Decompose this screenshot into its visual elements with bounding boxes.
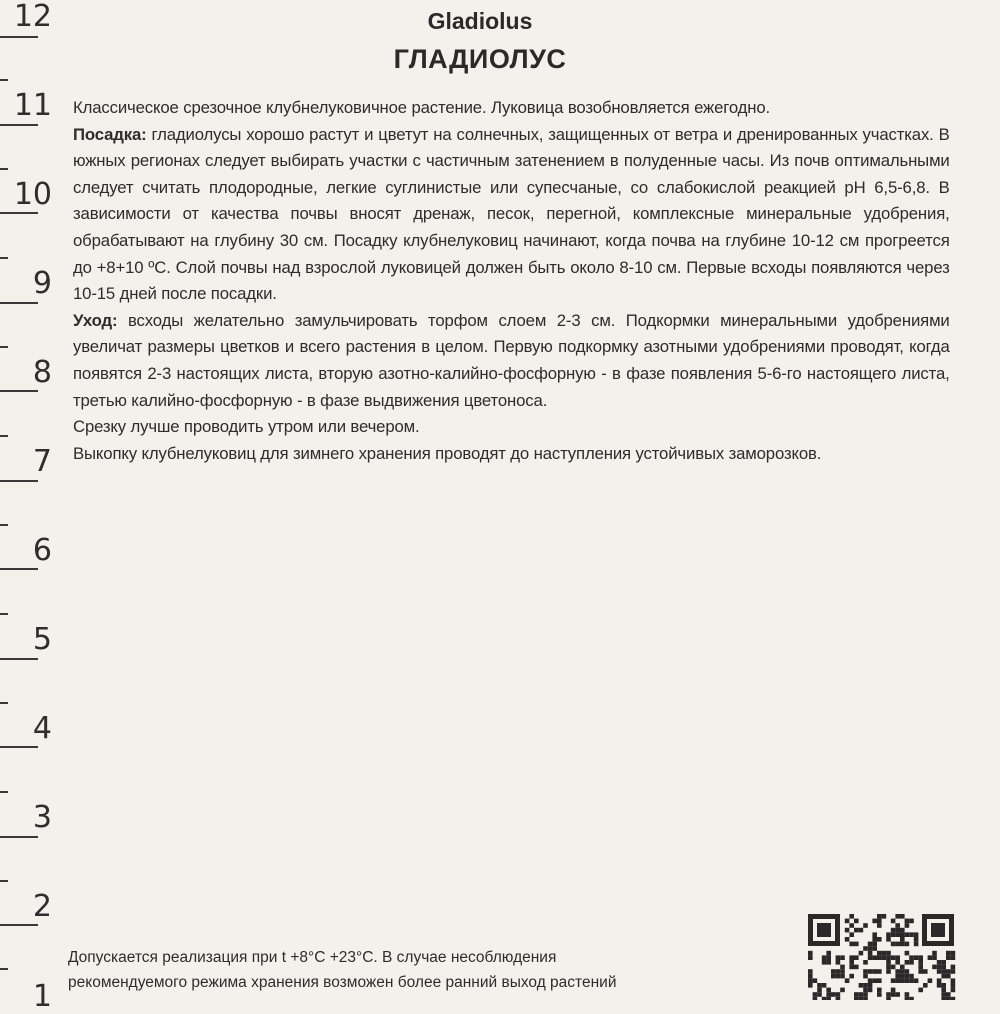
title-russian: ГЛАДИОЛУС	[393, 44, 567, 74]
ruler-tick	[0, 524, 8, 526]
ruler-mark	[0, 302, 38, 304]
ruler-label: 8	[32, 355, 52, 390]
ruler-mark	[0, 658, 38, 660]
storage-line-1: Допускается реализация при t +8°С +23°С. В случае несоблюдения	[68, 949, 557, 966]
storage-note	[68, 945, 768, 995]
intro-paragraph: Классическое срезочное клубнелуковичное растение. Луковица возобновляется ежегодно.	[73, 98, 771, 117]
ruler-label: 6	[32, 533, 52, 568]
ruler-label: 4	[32, 711, 52, 746]
cutting-paragraph: Срезку лучше проводить утром или вечером.	[73, 417, 420, 437]
digging-paragraph: Выкопку клубнелуковиц для зимнего хранения проводят до наступления устойчивых заморозков.	[73, 443, 822, 463]
storage-line-2: рекомендуемого режима хранения возможен более ранний выход растений	[68, 974, 617, 991]
qr-code	[806, 912, 956, 1000]
ruler-mark	[0, 36, 38, 38]
ruler-label: 11	[13, 88, 52, 123]
ruler-label: 12	[13, 0, 52, 34]
ruler-tick	[0, 791, 8, 793]
care-paragraph	[73, 308, 950, 414]
qr-code-graphic	[806, 912, 956, 1000]
description-block	[73, 95, 950, 467]
ruler-tick	[0, 257, 8, 259]
ruler-tick	[0, 880, 8, 882]
planting-text: гладиолусы хорошо растут и цветут на солнечных, защищенных от ветра и дренированных участках. В южных регионах следует выбирать участки с частичным затенением в полуденные часы. Из почв оптимальными следует считать плодородные, легкие суглинистые или супесчаные, со слабокислой реакцией pH 6,5-6,8. В зависимости от качества почвы вносят дренаж, песок, перегной, комплексные минеральные удобрения, обрабатывают на глубину 30 см. Посадку клубнелуковиц начинают, когда почва на глубине 10-12 см прогреется до +8+10 ºС. Слой почвы над взрослой луковицей должен быть около 8-10 см. Первые всходы появляются через 10-15 дней после посадки.	[73, 124, 950, 304]
ruler-tick	[0, 702, 8, 704]
ruler-label: 5	[32, 622, 52, 657]
ruler	[0, 0, 60, 1014]
ruler-tick	[0, 346, 8, 348]
ruler-label: 3	[32, 800, 52, 835]
ruler-mark	[0, 924, 38, 926]
planting-label: Посадка:	[73, 124, 147, 144]
ruler-tick	[0, 968, 8, 970]
ruler-tick	[0, 613, 8, 615]
ruler-tick	[0, 435, 8, 437]
ruler-label: 9	[32, 266, 52, 301]
ruler-mark	[0, 480, 38, 482]
care-label: Уход:	[73, 310, 118, 330]
ruler-mark	[0, 124, 38, 126]
ruler-label: 1	[32, 979, 52, 1014]
ruler-tick	[0, 168, 8, 170]
planting-paragraph	[73, 122, 950, 308]
ruler-mark	[0, 746, 38, 748]
ruler-mark	[0, 568, 38, 570]
ruler-label: 2	[32, 889, 52, 924]
ruler-tick	[0, 79, 8, 81]
ruler-mark	[0, 212, 38, 214]
ruler-label: 10	[13, 177, 52, 212]
ruler-label: 7	[32, 444, 52, 479]
ruler-mark	[0, 836, 38, 838]
ruler-mark	[0, 390, 38, 392]
care-text: всходы желательно замульчировать торфом слоем 2-3 см. Подкормки минеральными удобрениями увеличат размеры цветков и всего растения в целом. Первую подкормку азотными удобрениями проводят, когда появятся 2-3 настоящих листа, вторую азотно-калийно-фосфорную - в фазе появления 5-6-го настоящего листа, третью калийно-фосфорную - в фазе выдвижения цветоноса.	[73, 310, 950, 410]
title-latin: Gladiolus	[427, 8, 533, 34]
